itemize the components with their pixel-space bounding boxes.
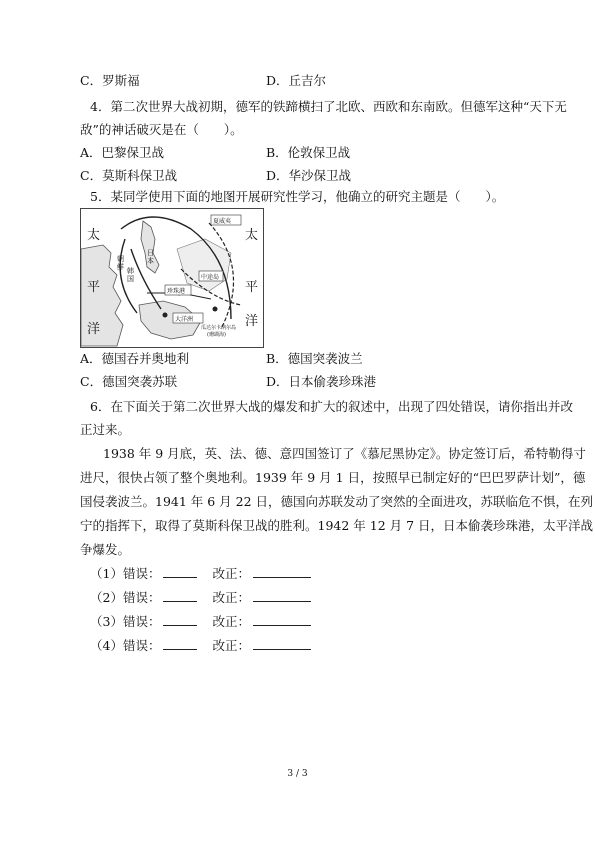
q6-stem-line1: 6．在下面关于第二次世界大战的爆发和扩大的叙述中，出现了四处错误，请你指出并改 (90, 399, 573, 414)
q4-option-c: C．莫斯科保卫战 (80, 168, 178, 183)
q5-option-d: D．日本偷袭珍珠港 (266, 374, 377, 389)
answer-2-fix-label: 改正： (212, 590, 250, 605)
map-box-1: 珍珠港 (167, 288, 186, 295)
q5-option-c: C．德国突袭苏联 (80, 374, 178, 389)
q6-paragraph-line5: 争爆发。 (80, 542, 131, 557)
map-box-6: (珊瑚海) (207, 332, 226, 338)
map-marker-3 (213, 307, 218, 312)
map-japan (141, 221, 159, 273)
map-right-label-1: 太 (245, 228, 259, 243)
answer-3-fix-blank[interactable] (253, 613, 311, 626)
q4-stem-line1: 4．第二次世界大战初期，德军的铁蹄横扫了北欧、西欧和东南欧。但德军这种“天下无 (90, 99, 567, 114)
q5-stem: 5．某同学使用下面的地图开展研究性学习，他确立的研究主题是（ ）。 (90, 189, 505, 204)
map-left-label-3: 洋 (87, 322, 101, 337)
q5-option-b: B．德国突袭波兰 (266, 351, 363, 366)
map-inner-label-2: 本 (147, 257, 154, 265)
q6-paragraph-line1: 1938 年 9 月底，英、法、德、意四国签订了《慕尼黑协定》。协定签订后，希特勒得寸 (103, 446, 586, 461)
answer-row-3 (90, 613, 314, 631)
q4-option-a: A．巴黎保卫战 (80, 145, 165, 160)
answer-4-fix-blank[interactable] (253, 637, 311, 650)
answer-2-fix-blank[interactable] (253, 589, 311, 602)
answer-4-fix-label: 改正： (212, 638, 250, 653)
q3-option-d: D．丘吉尔 (266, 73, 327, 88)
q4-option-b: B．伦敦保卫战 (266, 145, 351, 160)
map-inner-label-3: 韩 (127, 267, 134, 275)
answer-row-1 (90, 565, 314, 583)
map-ocean-region (177, 239, 231, 291)
map-graphic (81, 209, 263, 347)
map-box-5: 瓜达尔卡纳尔岛 (201, 325, 237, 331)
answer-2-error-blank[interactable] (163, 589, 197, 602)
map-inner-label-5: 朝 (117, 255, 124, 263)
answer-1-error-label: （1）错误： (90, 566, 161, 581)
page-number: 3 / 3 (287, 769, 308, 779)
q6-paragraph-line4: 宁的指挥下，取得了莫斯科保卫战的胜利。1942 年 12 月 7 日，日本偷袭珍珠港，太平洋战 (80, 518, 594, 533)
q3-option-c: C．罗斯福 (80, 73, 140, 88)
map-marker-2 (163, 313, 168, 318)
answer-3-error-label: （3）错误： (90, 614, 161, 629)
q6-paragraph-line3: 国侵袭波兰。1941 年 6 月 22 日，德国向苏联发动了突然的全面进攻，苏联临危不惧，在列 (80, 494, 594, 509)
map-right-label-2: 平 (245, 280, 259, 295)
map-left-label-2: 平 (87, 280, 101, 295)
q4-stem-line2: 敌”的神话破灭是在（ ）。 (80, 122, 243, 137)
answer-1-error-blank[interactable] (163, 565, 197, 578)
map-inner-label-4: 国 (127, 275, 134, 283)
map-box-4: 大洋洲 (175, 316, 194, 323)
answer-4-error-label: （4）错误： (90, 638, 161, 653)
map-inner-label-6: 鲜 (117, 263, 124, 271)
map-left-label-1: 太 (87, 228, 101, 243)
map-inner-label-1: 日 (147, 249, 154, 257)
answer-2-error-label: （2）错误： (90, 590, 161, 605)
answer-row-4 (90, 637, 314, 655)
map-right-label-3: 洋 (245, 314, 259, 329)
answer-3-error-blank[interactable] (163, 613, 197, 626)
map-box-3: 夏威夷 (213, 218, 232, 225)
q4-option-d: D．华沙保卫战 (266, 168, 352, 183)
q5-option-a: A．德国吞并奥地利 (80, 351, 190, 366)
map-box-2: 中途岛 (201, 274, 220, 281)
answer-3-fix-label: 改正： (212, 614, 250, 629)
answer-1-fix-blank[interactable] (253, 565, 311, 578)
q6-stem-line2: 正过来。 (80, 422, 131, 437)
answer-1-fix-label: 改正： (212, 566, 250, 581)
q6-paragraph-line2: 进尺，很快占领了整个奥地利。1939 年 9 月 1 日，按照早已制定好的“巴巴罗萨计划”，德 (80, 470, 586, 485)
answer-4-error-blank[interactable] (163, 637, 197, 650)
answer-row-2 (90, 589, 314, 607)
pacific-war-map (80, 208, 264, 348)
